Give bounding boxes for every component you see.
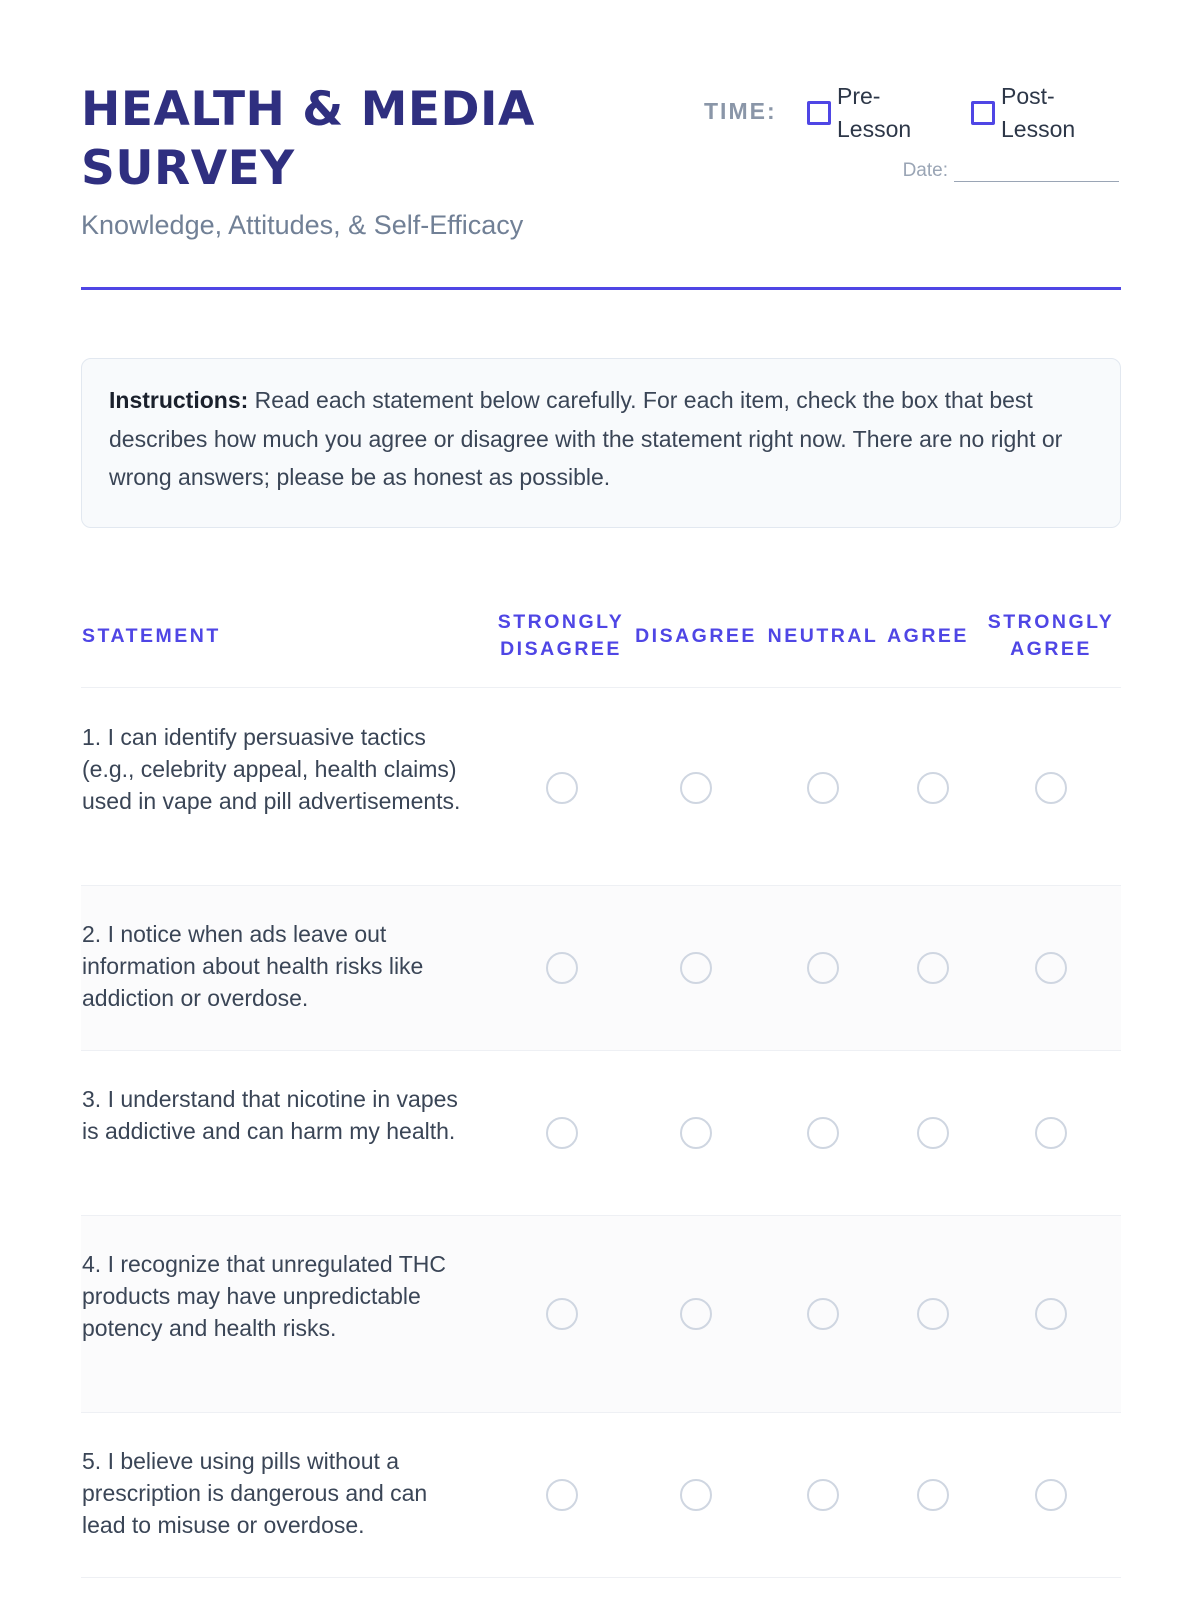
instructions-label: Instructions: [109, 387, 249, 413]
instructions-box [81, 358, 1121, 528]
radio-strongly-agree[interactable] [1035, 952, 1067, 984]
pre-lesson-label: Pre-Lesson [837, 83, 912, 142]
date-label: Date: [902, 160, 948, 181]
post-lesson-checkbox[interactable] [971, 101, 995, 125]
table-row [81, 1413, 1121, 1578]
radio-agree[interactable] [917, 952, 949, 984]
radio-strongly-agree[interactable] [1035, 1117, 1067, 1149]
radio-neutral[interactable] [807, 772, 839, 804]
page-title: HEALTH & MEDIA SURVEY [81, 82, 535, 196]
radio-disagree[interactable] [680, 772, 712, 804]
page-subtitle: Knowledge, Attitudes, & Self-Efficacy [81, 210, 524, 240]
radio-disagree[interactable] [680, 1298, 712, 1330]
statement-text: 5. I believe using pills without a prescription is dangerous and can lead to misuse or overdose. [82, 1448, 428, 1538]
time-label: TIME: [704, 98, 777, 124]
column-header-disagree: DISAGREE [635, 624, 757, 647]
table-row [81, 1051, 1121, 1216]
radio-disagree[interactable] [680, 952, 712, 984]
radio-strongly-disagree[interactable] [546, 1117, 578, 1149]
column-header-strongly-disagree: STRONGLY DISAGREE [497, 611, 625, 660]
radio-neutral[interactable] [807, 1479, 839, 1511]
radio-agree[interactable] [917, 1298, 949, 1330]
pre-lesson-checkbox[interactable] [807, 101, 831, 125]
radio-disagree[interactable] [680, 1117, 712, 1149]
table-row [81, 1216, 1121, 1413]
statement-text: 2. I notice when ads leave out information about health risks like addiction or overdose. [82, 921, 424, 1011]
instructions-text: Read each statement below carefully. For each item, check the box that best describes how much you agree or disagree with the statement right now. There are no right or wrong answers; please be as honest as possible. [109, 387, 1063, 490]
radio-strongly-agree[interactable] [1035, 1479, 1067, 1511]
radio-agree[interactable] [917, 772, 949, 804]
table-row [81, 689, 1121, 886]
column-header-strongly-agree: STRONGLY AGREE [987, 611, 1115, 660]
statement-text: 3. I understand that nicotine in vapes is addictive and can harm my health. [82, 1086, 458, 1144]
radio-disagree[interactable] [680, 1479, 712, 1511]
radio-neutral[interactable] [807, 1298, 839, 1330]
radio-strongly-disagree[interactable] [546, 1298, 578, 1330]
radio-neutral[interactable] [807, 1117, 839, 1149]
statement-text: 4. I recognize that unregulated THC products may have unpredictable potency and health risks. [82, 1251, 446, 1341]
time-option-pre-lesson[interactable] [807, 80, 937, 146]
header-divider [81, 287, 1121, 290]
column-header-agree: AGREE [887, 624, 969, 647]
post-lesson-label: Post-Lesson [1001, 83, 1076, 142]
radio-neutral[interactable] [807, 952, 839, 984]
date-field [903, 160, 1119, 182]
column-header-neutral: NEUTRAL [767, 624, 879, 647]
radio-strongly-agree[interactable] [1035, 772, 1067, 804]
column-header-statement: STATEMENT [82, 624, 221, 647]
radio-strongly-disagree[interactable] [546, 1479, 578, 1511]
table-row [81, 886, 1121, 1051]
date-input-line[interactable] [954, 162, 1119, 182]
table-header [81, 596, 1121, 688]
radio-agree[interactable] [917, 1117, 949, 1149]
statement-text: 1. I can identify persuasive tactics (e.g., celebrity appeal, health claims) used in vape and pill advertisements. [82, 724, 461, 814]
radio-agree[interactable] [917, 1479, 949, 1511]
radio-strongly-agree[interactable] [1035, 1298, 1067, 1330]
time-option-post-lesson[interactable] [971, 80, 1101, 146]
radio-strongly-disagree[interactable] [546, 952, 578, 984]
radio-strongly-disagree[interactable] [546, 772, 578, 804]
